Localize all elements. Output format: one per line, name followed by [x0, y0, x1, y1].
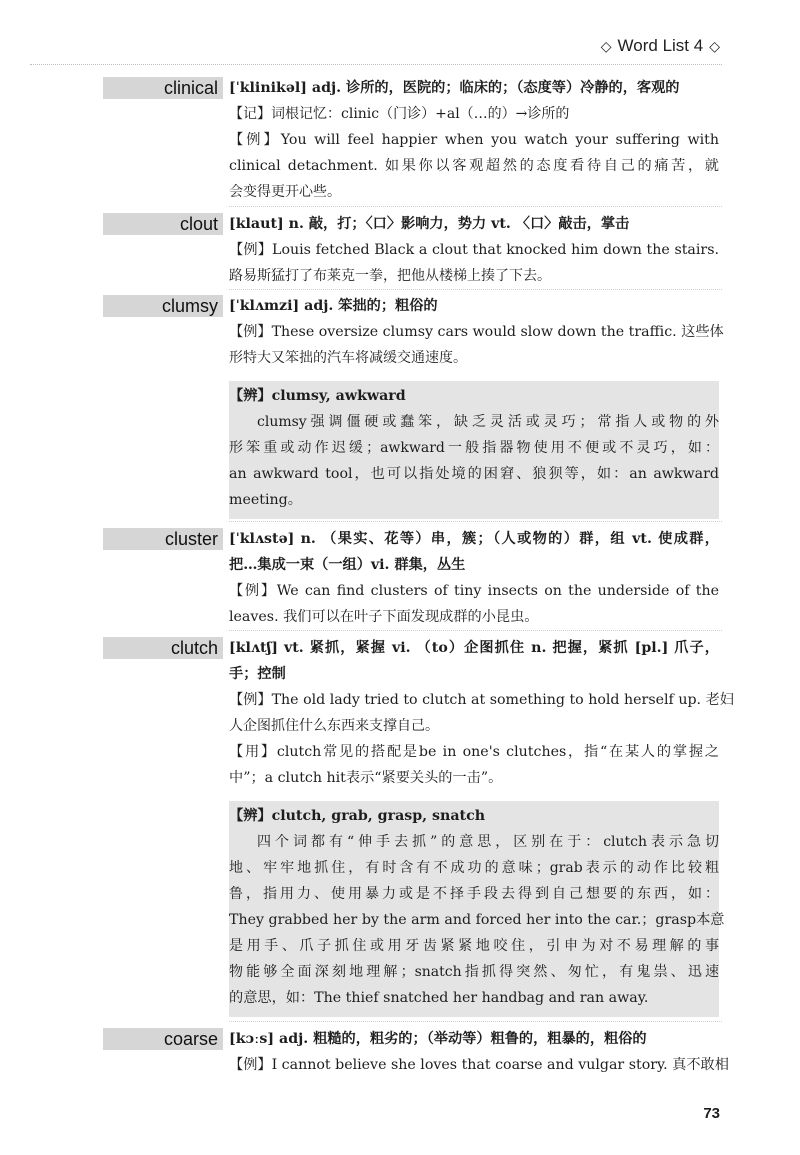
entry-line: 【例】Louis fetched Black a clout that knocked him down the stairs.	[229, 242, 719, 258]
entry-line: 路易斯猛打了布莱克一拳，把他从楼梯上揍了下去。	[229, 268, 551, 284]
definition: [ˈklinikəl] adj. 诊所的，医院的；临床的；（态度等）冷静的，客观的	[229, 80, 680, 96]
note-line: an awkward tool，也可以指处境的困窘、狼狈等，如：an awkward	[229, 466, 719, 482]
note-line: 是用手、爪子抓住或用牙齿紧紧地咬住，引申为对不易理解的事	[229, 938, 719, 954]
definition: [klaut] n. 敲，打；〈口〉影响力，势力 vt. 〈口〉敲击，掌击	[229, 216, 630, 232]
diamond-icon: ◇	[709, 37, 720, 54]
usage-note	[229, 801, 725, 1017]
entry-line: 【例】The old lady tried to clutch at something to hold herself up. 老妇	[229, 692, 734, 708]
entry-line: clinical detachment. 如果你以客观超然的态度看待自己的痛苦，就	[229, 158, 719, 174]
running-header	[601, 36, 720, 56]
headword-clumsy: clumsy	[103, 295, 223, 317]
definition: [ˈklʌstə] n. （果实、花等）串，簇；（人或物的）群，组 vt. 使成群，	[229, 531, 719, 547]
header-title: Word List 4	[617, 36, 704, 55]
note-line: clumsy强调僵硬或蠢笨，缺乏灵活或灵巧；常指人或物的外	[257, 414, 719, 430]
diamond-icon: ◇	[600, 37, 612, 54]
entry-line: 会变得更开心些。	[229, 184, 341, 200]
definition: [ˈklʌmzi] adj. 笨拙的；粗俗的	[229, 298, 438, 314]
entry-line: 【例】These oversize clumsy cars would slow down the traffic. 这些体	[229, 324, 724, 340]
header-divider	[30, 64, 722, 65]
entry-clutch	[229, 635, 734, 1017]
entry-line: 【用】clutch常见的搭配是be in one's clutches，指“在某人的掌握之	[229, 744, 719, 760]
note-title: 【辨】clumsy, awkward	[229, 388, 406, 404]
entry-clinical	[229, 75, 719, 205]
headword-cluster: cluster	[103, 528, 223, 550]
note-title: 【辨】clutch, grab, grasp, snatch	[229, 808, 486, 824]
definition-cont: 手；控制	[229, 666, 286, 682]
note-line: 的意思，如：The thief snatched her handbag and ran away.	[229, 990, 649, 1006]
entry-cluster	[229, 526, 719, 630]
headword-clout: clout	[103, 213, 223, 235]
definition-cont: 把…集成一束（一组）vi. 群集，丛生	[229, 557, 466, 573]
entry-divider	[229, 630, 722, 631]
entry-line: 【例】You will feel happier when you watch your suffering with	[229, 132, 719, 148]
entry-divider	[229, 1021, 722, 1022]
entry-line: 中”；a clutch hit表示“紧要关头的一击”。	[229, 770, 503, 786]
entry-line: 【记】词根记忆：clinic（门诊）+al（…的）→诊所的	[229, 106, 570, 122]
note-line: 地、牢牢地抓住，有时含有不成功的意味；grab表示的动作比较粗	[229, 860, 719, 876]
entry-divider	[229, 206, 722, 207]
note-line: 鲁，指用力、使用暴力或是不择手段去得到自己想要的东西，如：	[229, 886, 719, 902]
entry-line: 【例】We can find clusters of tiny insects on the underside of the	[229, 583, 719, 599]
entry-clout	[229, 211, 719, 289]
headword-clinical: clinical	[103, 77, 223, 99]
entry-coarse	[229, 1026, 729, 1078]
entry-line: leaves. 我们可以在叶子下面发现成群的小昆虫。	[229, 609, 539, 625]
entry-line: 【例】I cannot believe she loves that coarse and vulgar story. 真不敢相	[229, 1057, 729, 1073]
note-line: 形笨重或动作迟缓；awkward一般指器物使用不便或不灵巧，如：	[229, 440, 719, 456]
page-number: 73	[703, 1105, 720, 1122]
definition: [kɔːs] adj. 粗糙的，粗劣的；（举动等）粗鲁的，粗暴的，粗俗的	[229, 1031, 647, 1047]
note-line: 四个词都有“伸手去抓”的意思，区别在于：clutch表示急切	[257, 834, 719, 850]
entry-line: 人企图抓住什么东西来支撑自己。	[229, 718, 439, 734]
note-line: meeting。	[229, 492, 302, 508]
headword-clutch: clutch	[103, 637, 223, 659]
entry-divider	[229, 521, 722, 522]
entry-clumsy	[229, 293, 724, 519]
note-line: They grabbed her by the arm and forced her into the car.；grasp本意	[229, 912, 725, 928]
definition: [klʌtʃ] vt. 紧抓，紧握 vi. （to）企图抓住 n. 把握，紧抓 [pl.] 爪子，	[229, 640, 719, 656]
entry-line: 形特大又笨拙的汽车将减缓交通速度。	[229, 350, 467, 366]
note-line: 物能够全面深刻地理解；snatch指抓得突然、匆忙，有鬼祟、迅速	[229, 964, 719, 980]
entry-divider	[229, 289, 722, 290]
headword-coarse: coarse	[103, 1028, 223, 1050]
usage-note	[229, 381, 719, 519]
